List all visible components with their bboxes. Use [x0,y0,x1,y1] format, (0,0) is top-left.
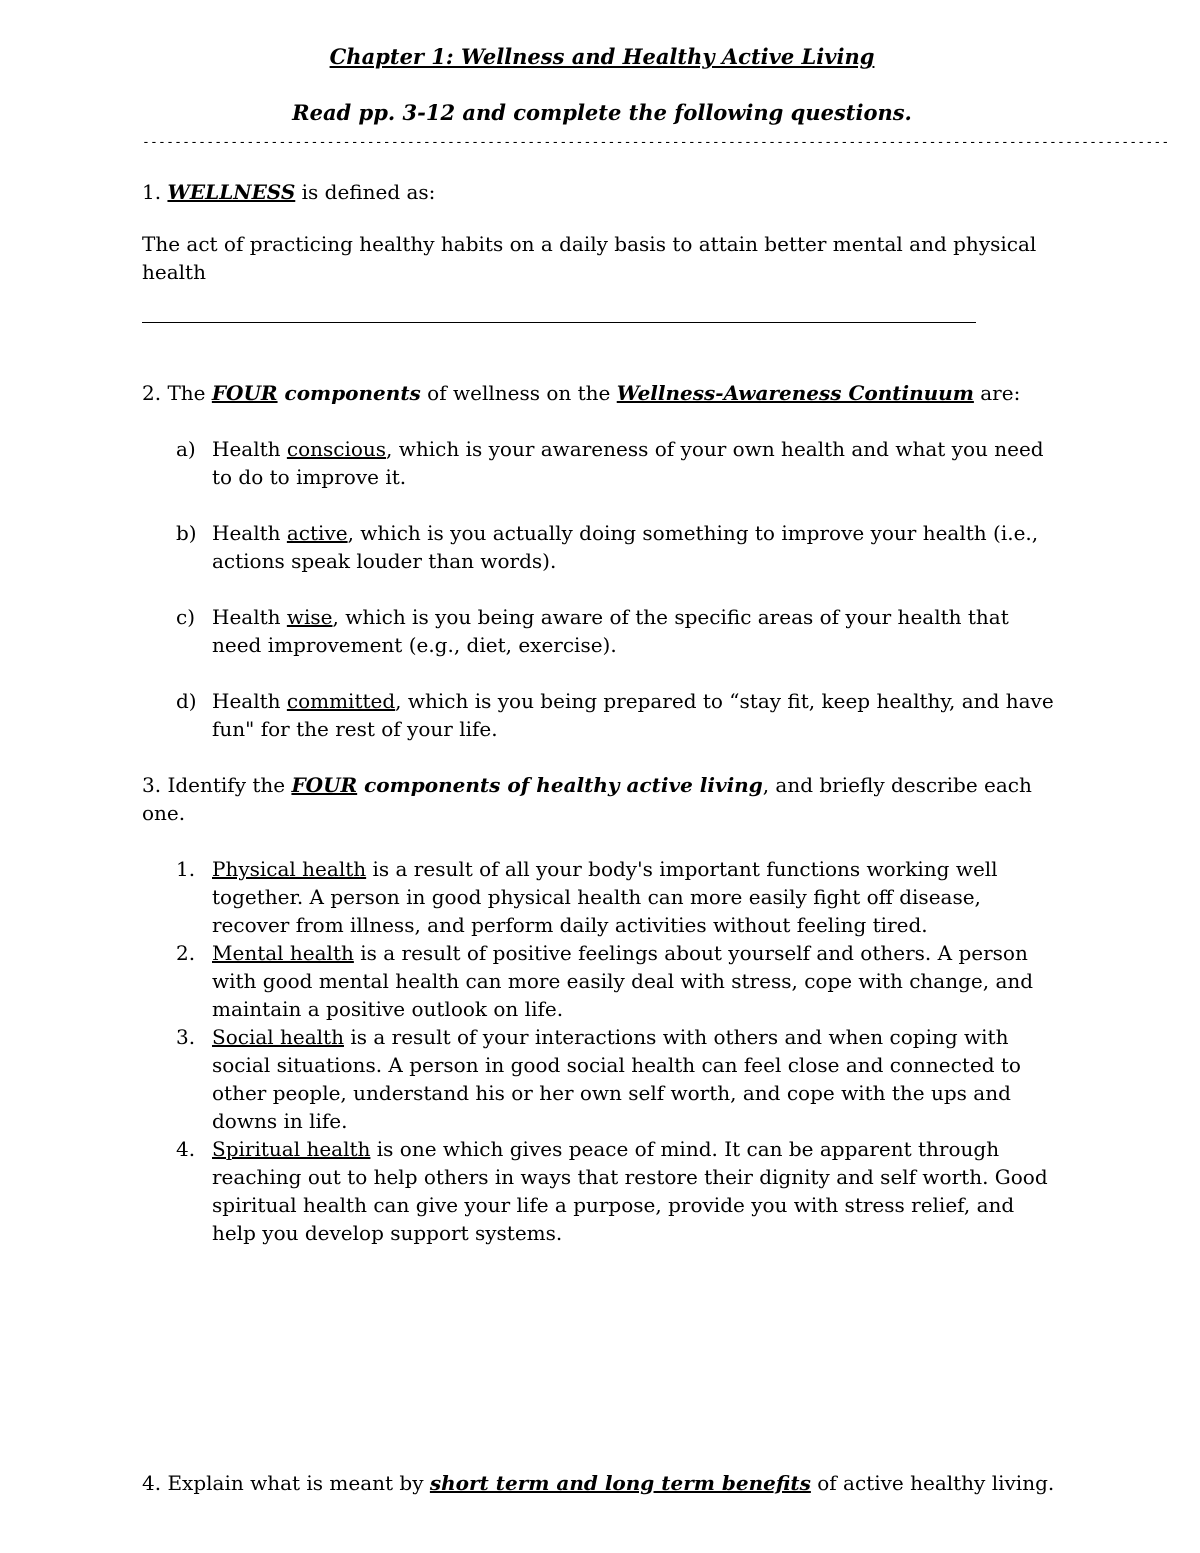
chapter-title: Chapter 1: Wellness and Healthy Active Living [329,44,875,69]
list-item-text: , which is your awareness of your own health and what you need to do to improve it. [212,437,1044,489]
list-item-term: active [286,521,348,545]
answer-line [142,322,976,323]
list-item-text: is one which gives peace of mind. It can be apparent through reaching out to help others in ways that restore their dignity and self worth. Good spiritual health can give your life a purpose, provide you with stress relief, and help you develop support systems. [212,1137,1048,1245]
list-marker: 1. [176,857,196,881]
question-4 [142,1469,1062,1497]
list-marker: 2. [176,941,196,965]
list-item [142,687,1062,743]
question-2 [142,379,1062,407]
list-item-term: conscious [286,437,387,461]
list-item [142,939,1062,1023]
list-item-term: Spiritual health [212,1137,371,1161]
list-item [142,1023,1062,1135]
question-4-term: short term and long term benefits [429,1471,811,1495]
answer-1: The act of practicing healthy habits on a daily basis to attain better mental and physical health [142,232,1037,284]
list-item-prefix: Health [212,605,287,629]
list-item-term: Mental health [212,941,354,965]
question-2-suffix: are: [973,381,1021,405]
question-4-prefix: 4. Explain what is meant by [142,1471,430,1495]
list-item [142,603,1062,659]
list-item-text: , which is you being prepared to “stay fit, keep healthy, and have fun" for the rest of your life. [212,689,1054,741]
worksheet-page [142,40,1170,1247]
divider: -------------------------------------------------------------------------------------------------------------------------------- [142,135,1170,150]
list-item-text: is a result of positive feelings about yourself and others. A person with good mental health can more easily deal with stress, cope with change, and maintain a positive outlook on life. [212,941,1034,1021]
question-4-suffix: of active healthy living. [810,1471,1055,1495]
question-3-suffix: , and briefly describe each one. [142,773,1032,825]
question-1-text: is defined as: [295,180,436,204]
list-item-prefix: Health [212,689,287,713]
list-item-text: , which is you actually doing something to improve your health (i.e., actions speak louder than words). [212,521,1039,573]
list-marker: d) [176,689,197,713]
list-marker: 3. [176,1025,196,1049]
list-item [142,435,1062,491]
components-list [142,855,1062,1247]
question-2-term-four: FOUR [211,381,278,405]
question-2-term-continuum: Wellness-Awareness Continuum [616,381,974,405]
list-marker: b) [176,521,197,545]
question-3-term-components: components of healthy active living [357,773,763,797]
continuum-list [142,435,1062,743]
list-item-term: committed [286,689,396,713]
list-item-term: wise [286,605,333,629]
list-item-prefix: Health [212,521,287,545]
list-item [142,855,1062,939]
question-3-prefix: 3. Identify the [142,773,292,797]
list-item-text: is a result of your interactions with others and when coping with social situations. A person in good social health can feel close and connected to other people, understand his or her own self worth, and cope with the ups and downs in life. [212,1025,1021,1133]
list-item-term: Social health [212,1025,344,1049]
question-2-prefix: 2. The [142,381,212,405]
list-marker: a) [176,437,196,461]
question-1-number: 1. [142,180,168,204]
question-2-middle: of wellness on the [420,381,617,405]
list-marker: c) [176,605,196,629]
question-3-term-four: FOUR [291,773,358,797]
list-marker: 4. [176,1137,196,1161]
list-item [142,519,1062,575]
question-3 [142,771,1062,827]
question-2-term-components: components [277,381,421,405]
list-item-prefix: Health [212,437,287,461]
question-1 [142,178,1062,206]
list-item [142,1135,1062,1247]
list-item-text: is a result of all your body's important functions working well together. A person in good physical health can more easily fight off disease, recover from illness, and perform daily activities without feeling tired. [212,857,998,937]
list-item-text: , which is you being aware of the specific areas of your health that need improvement (e.g., diet, exercise). [212,605,1009,657]
instructions: Read pp. 3-12 and complete the following questions. [292,100,912,125]
list-item-term: Physical health [212,857,367,881]
question-1-term: WELLNESS [167,180,296,204]
